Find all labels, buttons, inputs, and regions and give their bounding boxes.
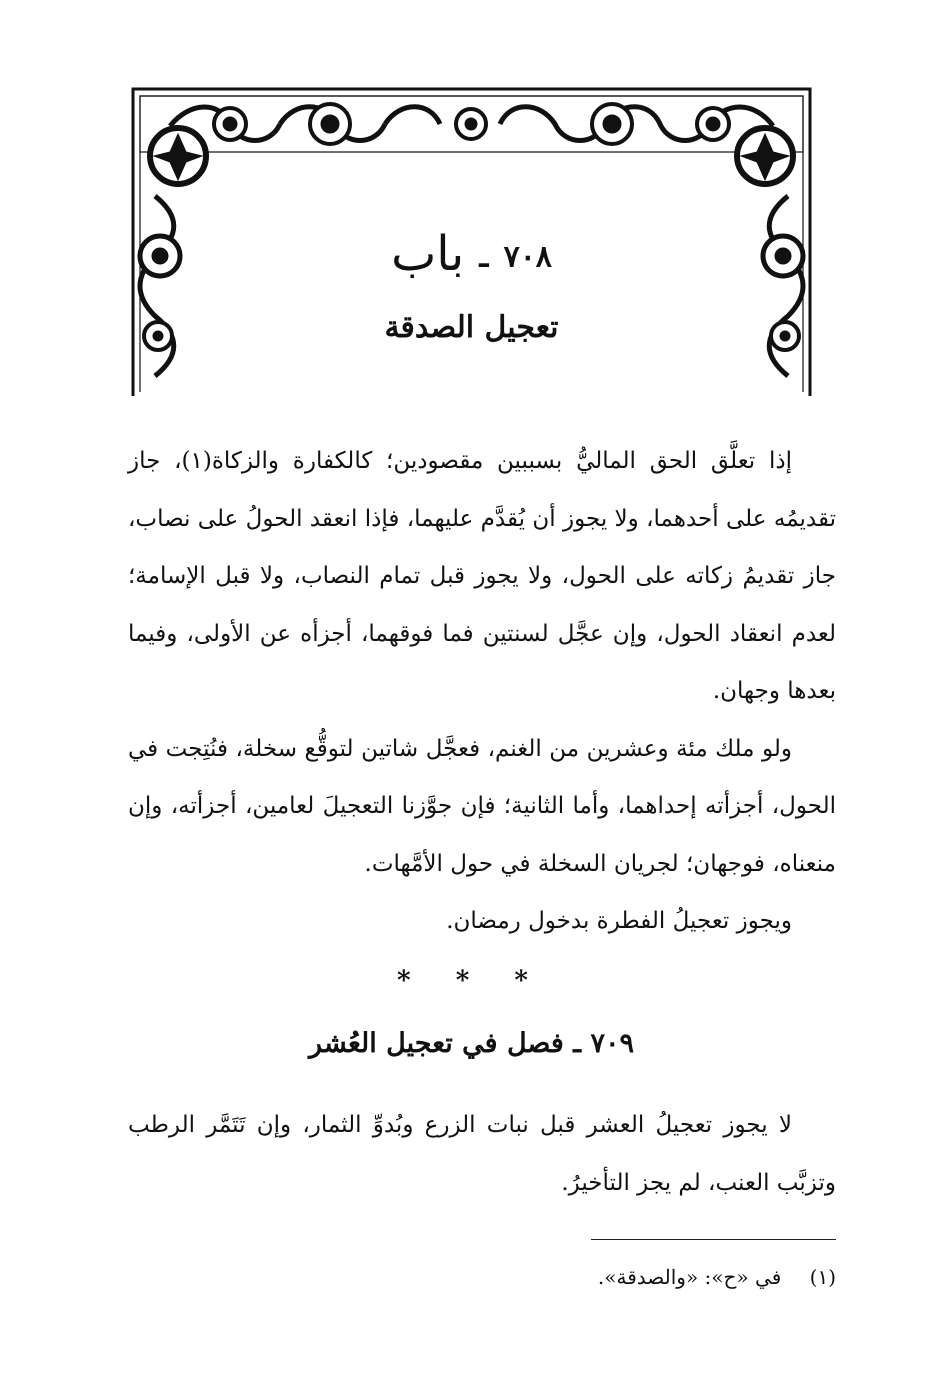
footnote-number: (١)	[809, 1265, 836, 1289]
paragraph: ولو ملك مئة وعشرين من الغنم، فعجَّل شاتين لتوقُّع سخلة، فنُتِجت في الحول، أجزأته إحداهما، وأما الثانية؛ فإن جوَّزنا التعجيلَ لعامين، أجزأته، وإن منعناه، فوجهان؛ لجريان السخلة في حول الأمَّهات.	[128, 735, 836, 877]
footnote-rule	[591, 1239, 836, 1240]
chapter-heading	[130, 226, 813, 286]
paragraph: ويجوز تعجيلُ الفطرة بدخول رمضان.	[446, 908, 792, 934]
footnote	[460, 1262, 836, 1292]
chapter-number: ٧٠٨	[503, 239, 552, 275]
section-heading: ٧٠٩ ـ فصل في تعجيل العُشر	[309, 1028, 634, 1059]
paragraph: إذا تعلَّق الحق الماليُّ بسببين مقصودين؛ كالكفارة والزكاة(١)، جاز تقديمُه على أحدهما، ولا يجوز أن يُقدَّم عليهما، فإذا انعقد الحولُ على نصاب، جاز تقديمُ زكاته على الحول، ولا يجوز قبل تمام النصاب، ولا قبل الإسامة؛ لعدم انعقاد الحول، وإن عجَّل لسنتين فما فوقهما، أجزأه عن الأولى، وفيما بعدها وجهان.	[128, 448, 836, 704]
chapter-word: باب	[391, 226, 465, 282]
paragraph: لا يجوز تعجيلُ العشر قبل نبات الزرع وبُدوِّ الثمار، وإن تَتَمَّر الرطب وتزبَّب العنب، لم يجز التأخيرُ.	[128, 1112, 836, 1196]
chapter-separator: ـ	[479, 239, 489, 275]
section-body	[128, 1097, 836, 1212]
section-separator: * * *	[397, 966, 546, 996]
chapter-body	[128, 433, 836, 951]
footnote-text: في «ح»: «والصدقة».	[597, 1265, 782, 1289]
chapter-subtitle: تعجيل الصدقة	[384, 310, 559, 345]
